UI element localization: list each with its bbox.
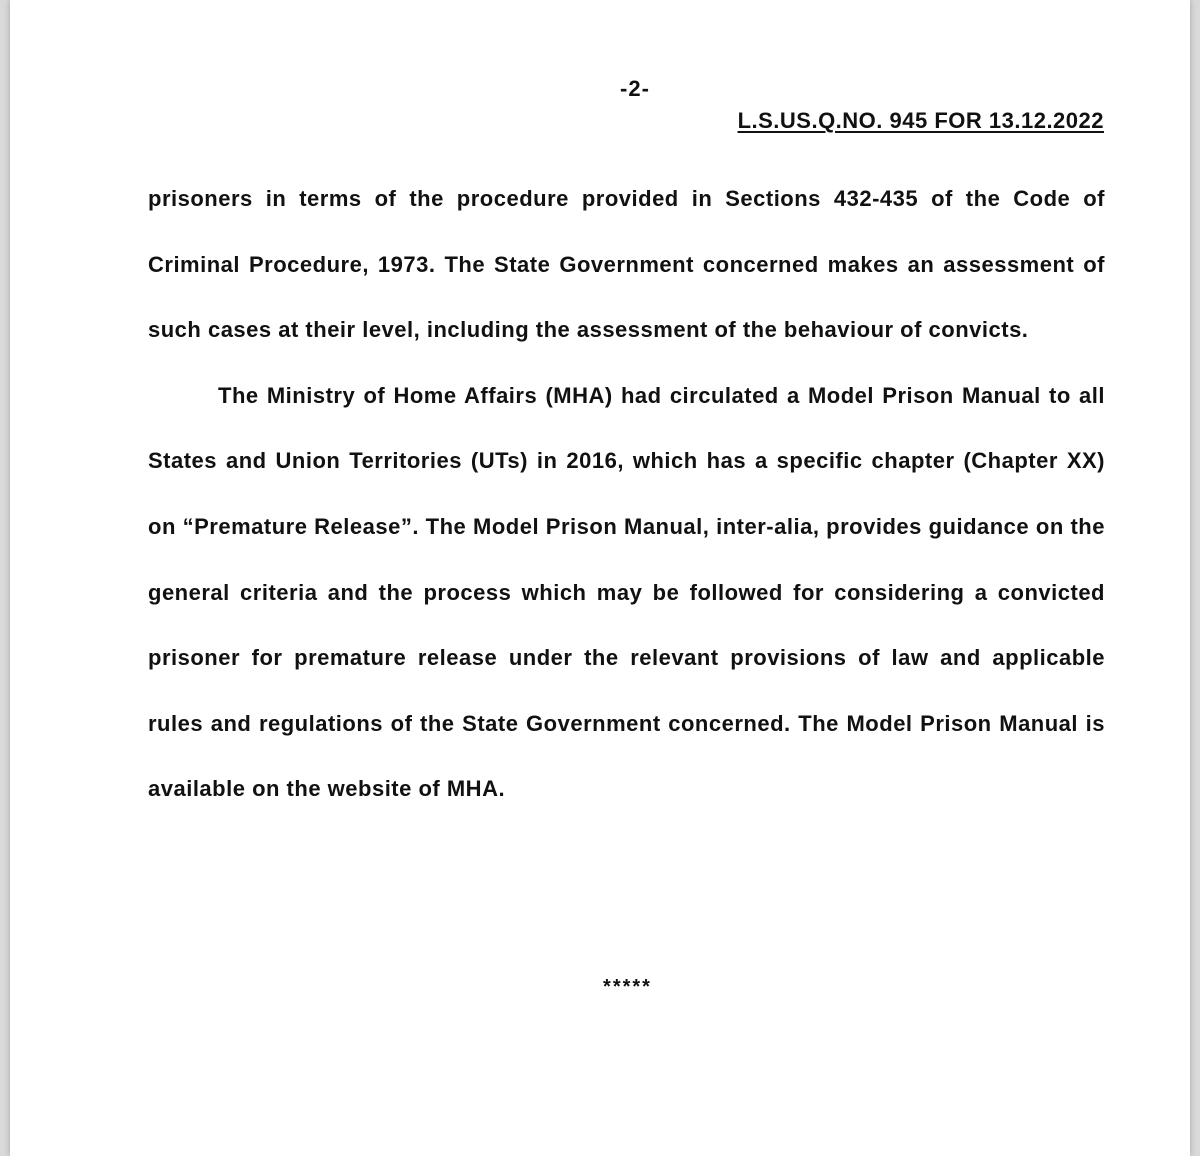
page-number: -2- (620, 76, 650, 101)
document-body (148, 166, 1105, 822)
paragraph-1: prisoners in terms of the procedure provided in Sections 432-435 of the Code of Criminal Procedure, 1973. The State Government concerned makes an assessment of such cases at their level, including the assessment of the behaviour of convicts. (148, 186, 1105, 343)
end-marker: ***** (603, 976, 652, 998)
document-page (10, 0, 1190, 1156)
question-reference: L.S.US.Q.NO. 945 FOR 13.12.2022 (737, 108, 1104, 133)
paragraph-2: The Ministry of Home Affairs (MHA) had circulated a Model Prison Manual to all States and Union Territories (UTs) in 2016, which has a specific chapter (Chapter XX) on “Premature Release”. The Model Prison Manual, inter-alia, provides guidance on the general criteria and the process which may be followed for considering a convicted prisoner for premature release under the relevant provisions of law and applicable rules and regulations of the State Government concerned. The Model Prison Manual is available on the website of MHA. (148, 382, 1105, 802)
